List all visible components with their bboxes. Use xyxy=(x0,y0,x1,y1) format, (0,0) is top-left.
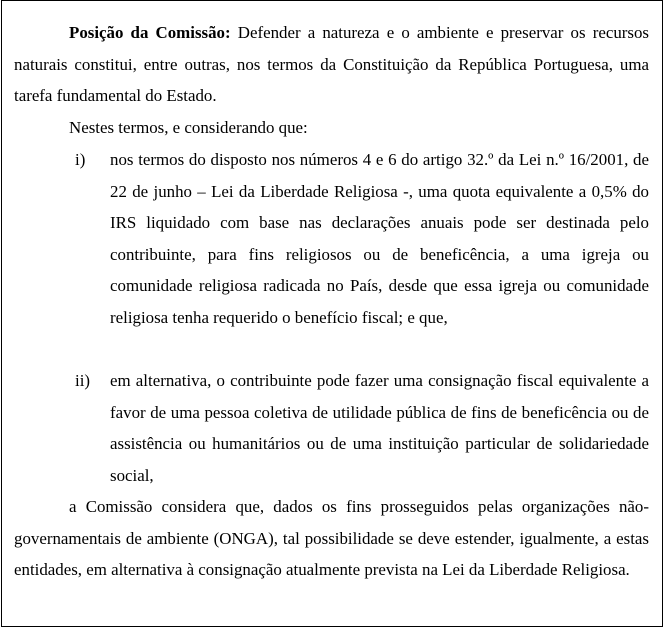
commission-position-heading: Posição da Comissão: xyxy=(69,23,231,42)
intro-paragraph xyxy=(14,17,649,112)
conclusion-paragraph: a Comissão considera que, dados os fins prosseguidos pelas organizações não-governamentais de ambiente (ONGA), tal possibilidade se deve estender, igualmente, a estas entidades, em alternativa à consignação atualmente prevista na Lei da Liberdade Religiosa. xyxy=(14,497,649,579)
terms-line: Nestes termos, e considerando que: xyxy=(69,118,308,137)
list-item-text: em alternativa, o contribuinte pode fazer uma consignação fiscal equivalente a favor de uma pessoa coletiva de utilidade pública de fins de beneficência ou de assistência ou humanitários ou de uma instituição particular de solidariedade social, xyxy=(110,371,649,485)
list-item-marker: ii) xyxy=(75,371,91,390)
list-item-marker: i) xyxy=(75,150,86,169)
intro-text: Defender a natureza e o ambiente e preservar os recursos naturais constitui, entre outras, nos termos da Constituição da República Portuguesa, uma tarefa fundamental do Estado. xyxy=(14,23,649,105)
list-item-text: nos termos do disposto nos números 4 e 6 do artigo 32.º da Lei n.º 16/2001, de 22 de junho – Lei da Liberdade Religiosa -, uma quota equivalente a 0,5% do IRS liquidado com base nas declarações anuais pode ser destinada pelo contribuinte, para fins religiosos ou de beneficência, a uma igreja ou comunidade religiosa radicada no País, desde que essa igreja ou comunidade religiosa tenha requerido o benefício fiscal; e que, xyxy=(110,150,649,327)
